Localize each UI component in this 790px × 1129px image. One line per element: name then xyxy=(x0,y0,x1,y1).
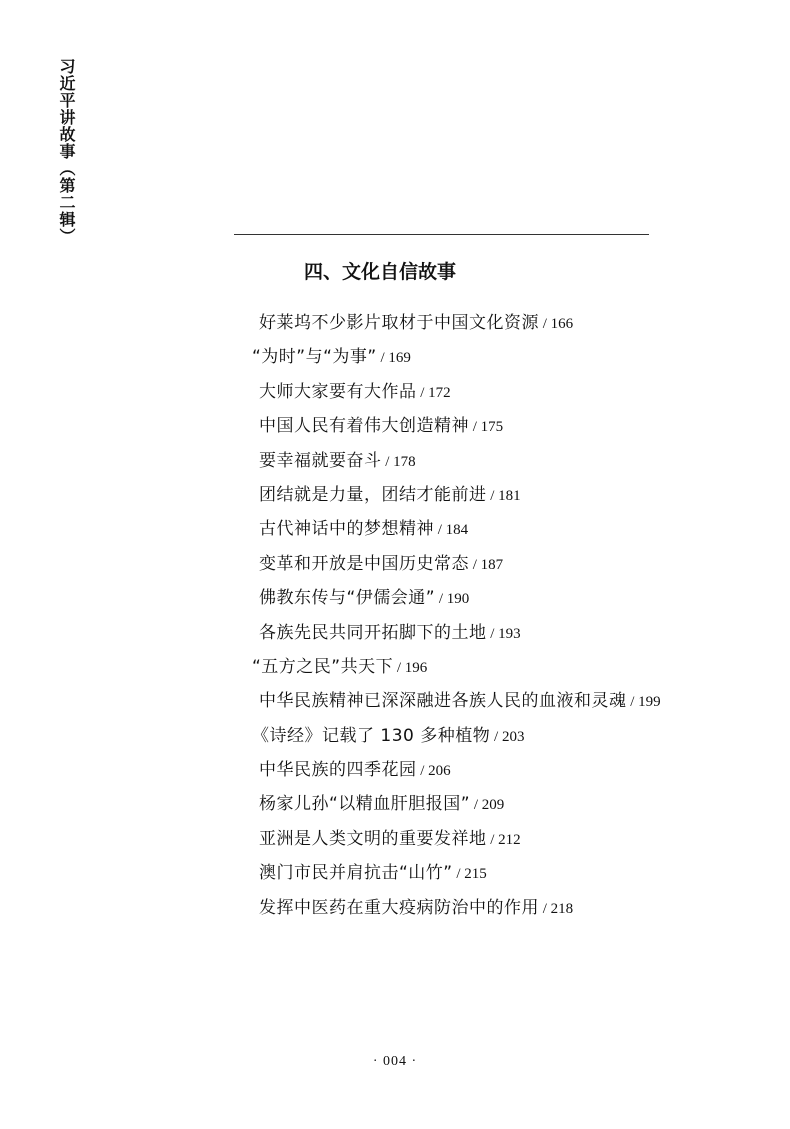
toc-entry-page: 184 xyxy=(445,522,469,539)
toc-entry-page: 218 xyxy=(550,900,574,917)
toc-entry-title: 变革和开放是中国历史常态 xyxy=(259,553,469,574)
toc-entry[interactable] xyxy=(0,719,790,753)
toc-entry-title: 杨家儿孙“以精血肝胆报国” xyxy=(259,794,471,815)
toc-entry[interactable] xyxy=(0,891,790,925)
section-heading: 四、文化自信故事 xyxy=(304,261,457,283)
toc-entry-page: 196 xyxy=(404,659,428,676)
toc-entry-title: “五方之民”共天下 xyxy=(252,656,394,677)
toc-separator: / xyxy=(452,866,465,883)
toc-separator: / xyxy=(626,694,639,711)
table-of-contents xyxy=(0,306,790,925)
toc-entry-title: 团结就是力量，团结才能前进 xyxy=(259,484,487,505)
toc-entry-title: 亚洲是人类文明的重要发祥地 xyxy=(259,828,487,849)
toc-separator: / xyxy=(416,763,429,780)
toc-entry-page: 199 xyxy=(638,694,661,711)
toc-separator: / xyxy=(486,487,499,504)
toc-entry[interactable] xyxy=(0,581,790,615)
toc-entry[interactable] xyxy=(0,856,790,890)
page-number: · 004 · xyxy=(372,1054,418,1069)
toc-entry-title: 中国人民有着伟大创造精神 xyxy=(259,416,469,437)
toc-separator: / xyxy=(470,797,482,814)
toc-entry-page: 212 xyxy=(498,831,521,848)
toc-entry-title: 佛教东传与“伊儒会通” xyxy=(259,588,436,609)
toc-separator: / xyxy=(435,591,447,608)
toc-entry[interactable] xyxy=(0,444,790,478)
toc-entry-page: 203 xyxy=(501,728,525,745)
toc-entry[interactable] xyxy=(0,375,790,409)
toc-entry[interactable] xyxy=(0,787,790,821)
toc-separator: / xyxy=(434,522,446,539)
toc-entry-page: 193 xyxy=(498,625,521,642)
toc-entry-title: 古代神话中的梦想精神 xyxy=(259,519,434,540)
toc-entry-title: 澳门市民并肩抗击“山竹” xyxy=(259,863,453,884)
toc-separator: / xyxy=(416,384,429,401)
toc-entry-page: 166 xyxy=(550,316,574,332)
toc-entry-title: 《诗经》记载了 130 多种植物 xyxy=(252,725,491,746)
toc-entry[interactable] xyxy=(0,684,790,718)
toc-entry-page: 172 xyxy=(428,384,451,401)
toc-separator: / xyxy=(539,900,551,917)
toc-entry-title: 要幸福就要奋斗 xyxy=(259,450,382,471)
toc-entry-title: 发挥中医药在重大疫病防治中的作用 xyxy=(259,897,539,918)
toc-entry[interactable] xyxy=(0,616,790,650)
toc-separator: / xyxy=(539,316,551,332)
toc-entry[interactable] xyxy=(0,547,790,581)
toc-separator: / xyxy=(486,625,499,642)
toc-separator: / xyxy=(393,659,405,676)
toc-entry-page: 209 xyxy=(481,797,505,814)
toc-separator: / xyxy=(469,419,481,436)
toc-entry[interactable] xyxy=(0,822,790,856)
toc-entry[interactable] xyxy=(0,478,790,512)
toc-entry-page: 169 xyxy=(388,350,411,367)
toc-entry[interactable] xyxy=(0,340,790,374)
toc-entry[interactable] xyxy=(0,650,790,684)
toc-separator: / xyxy=(490,728,502,745)
toc-entry-page: 187 xyxy=(480,556,504,573)
toc-entry-page: 190 xyxy=(446,591,470,608)
toc-separator: / xyxy=(469,556,481,573)
toc-entry-page: 181 xyxy=(498,487,521,504)
toc-entry-title: 好莱坞不少影片取材于中国文化资源 xyxy=(259,313,539,333)
toc-separator: / xyxy=(486,831,499,848)
toc-entry[interactable] xyxy=(0,409,790,443)
toc-entry-title: 中华民族精神已深深融进各族人民的血液和灵魂 xyxy=(259,691,627,712)
toc-entry-title: 大师大家要有大作品 xyxy=(259,381,417,402)
toc-entry[interactable] xyxy=(0,753,790,787)
toc-entry-title: 各族先民共同开拓脚下的土地 xyxy=(259,622,487,643)
running-title: 习近平讲故事（第二辑） xyxy=(57,58,76,245)
toc-entry[interactable] xyxy=(0,306,790,340)
toc-separator: / xyxy=(376,350,389,367)
toc-entry-page: 206 xyxy=(428,763,451,780)
toc-entry-page: 175 xyxy=(480,419,504,436)
section-divider xyxy=(234,234,649,235)
toc-entry-title: “为时”与“为事” xyxy=(252,347,377,368)
toc-entry-page: 178 xyxy=(393,453,416,470)
toc-entry-page: 215 xyxy=(464,866,487,883)
toc-entry-title: 中华民族的四季花园 xyxy=(259,760,417,781)
toc-entry[interactable] xyxy=(0,512,790,546)
toc-separator: / xyxy=(381,453,394,470)
